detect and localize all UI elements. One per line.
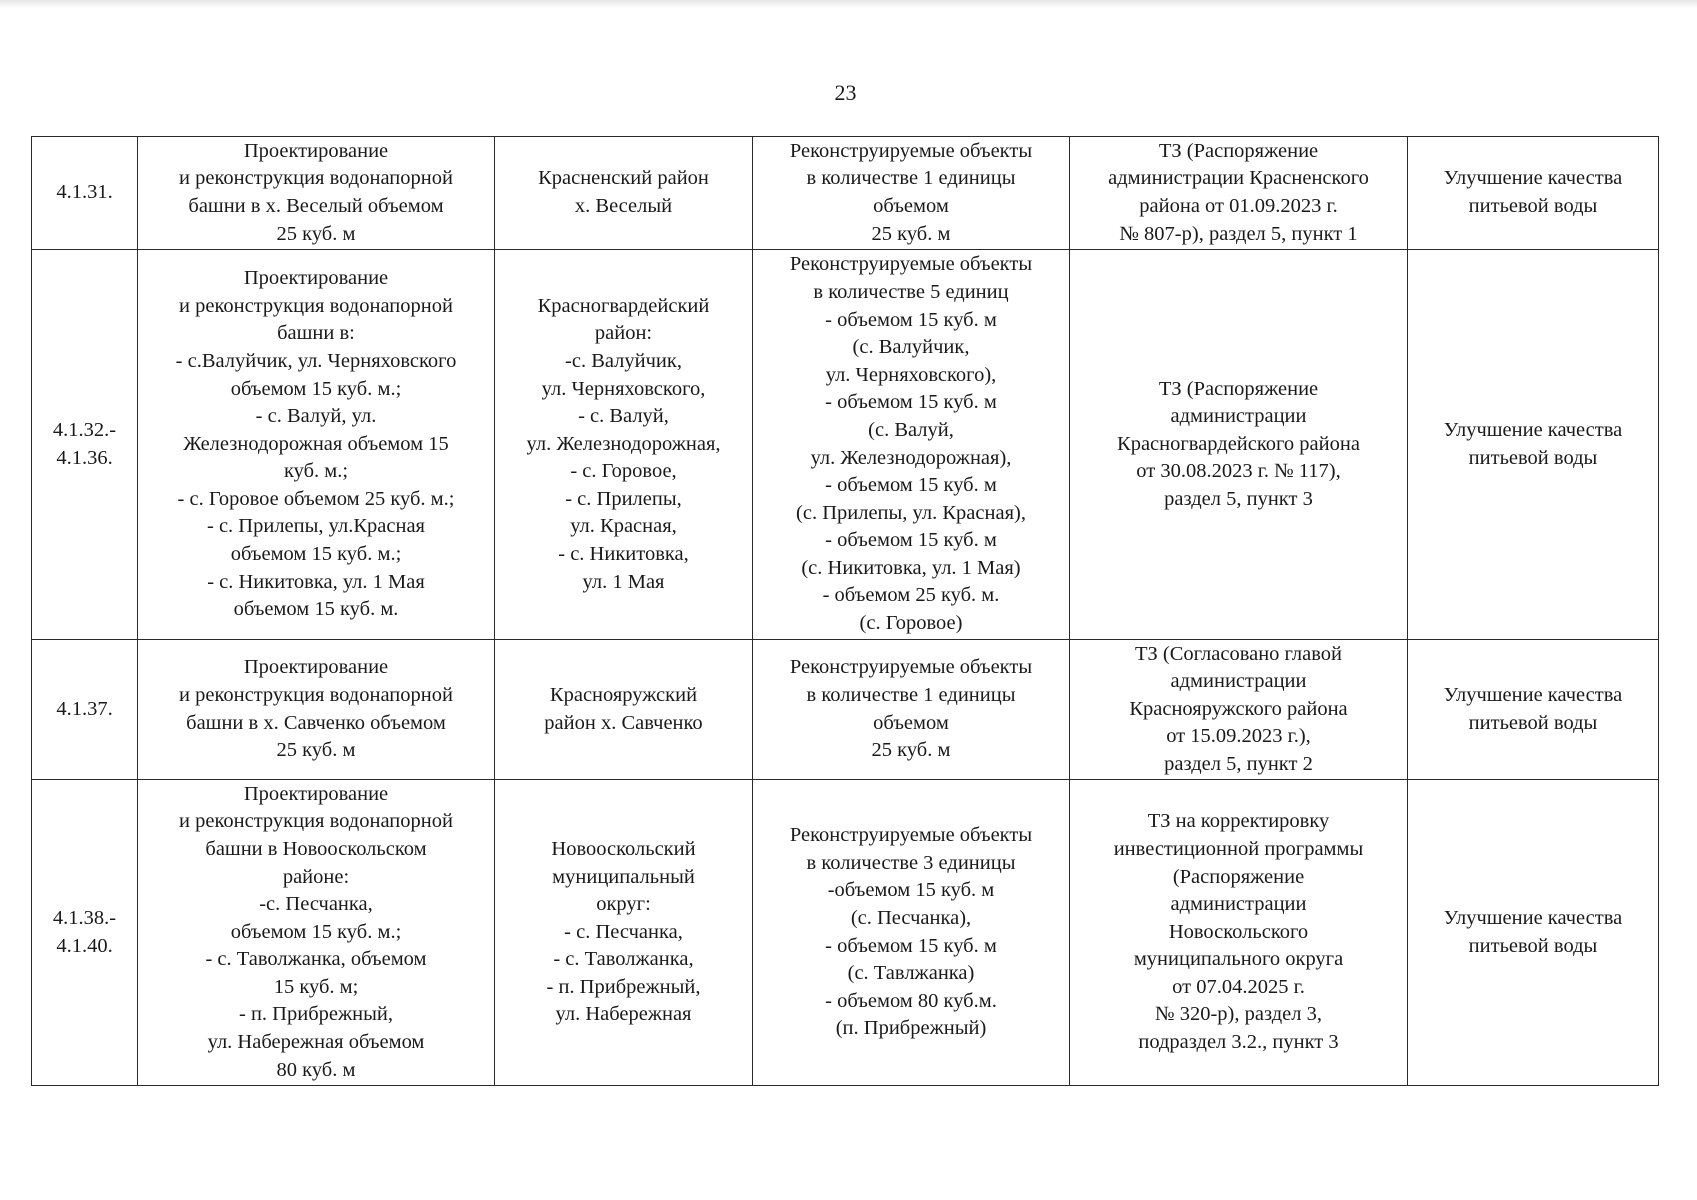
cell-line: района от 01.09.2023 г.	[1139, 195, 1338, 217]
cell-line: 25 куб. м	[871, 739, 951, 762]
cell-line: Улучшение качества	[1443, 167, 1623, 190]
cell-line: Улучшение качества	[1443, 418, 1623, 441]
cell-line: Улучшение качества	[1443, 906, 1623, 929]
cell-line: Проектирование	[243, 139, 389, 162]
cell-line: подраздел 3.2., пункт 3	[1138, 1031, 1339, 1054]
cell-line: ТЗ (Распоряжение	[1158, 139, 1319, 162]
cell-line: 80 куб. м	[276, 1058, 356, 1081]
cell-line: в количестве 1 единицы	[806, 167, 1016, 190]
table-row	[32, 250, 1659, 640]
cell-line: Реконструируемые объекты	[789, 139, 1033, 162]
goal-cell	[1408, 780, 1659, 1086]
cell-line: раздел 5, пункт 3	[1164, 487, 1313, 510]
cell-line: - объемом 15 куб. м	[825, 391, 997, 414]
investment-program-table	[31, 136, 1659, 1086]
cell-line: объемом 15 куб. м.;	[230, 543, 402, 566]
cell-line: администрации	[1170, 405, 1307, 428]
basis-document-cell	[1070, 137, 1408, 250]
cell-line: - с. Песчанка,	[564, 920, 683, 943]
cell-line: Новооскольский	[551, 837, 696, 860]
objects-cell	[753, 250, 1070, 640]
basis-document-cell	[1070, 640, 1408, 780]
item-number-cell	[32, 250, 138, 640]
cell-line: - объемом 15 куб. м	[825, 529, 997, 552]
cell-line: питьевой воды	[1468, 446, 1598, 469]
cell-line: от 30.08.2023 г. № 117),	[1136, 460, 1341, 483]
cell-line: ул. Черняховского),	[825, 363, 997, 386]
cell-line: 15 куб. м;	[273, 975, 359, 998]
cell-line: ул. Черняховского,	[541, 377, 706, 400]
cell-line: - объемом 15 куб. м	[825, 474, 997, 497]
cell-line: 4.1.36.	[56, 446, 113, 469]
basis-document-cell	[1070, 780, 1408, 1086]
cell-line: объемом 15 куб. м.;	[230, 377, 402, 400]
item-number-cell	[32, 780, 138, 1086]
cell-line: ТЗ (Согласовано главой	[1134, 642, 1343, 665]
cell-line: объемом	[873, 195, 949, 217]
item-number-cell	[32, 640, 138, 780]
cell-line: (с. Прилепы, ул. Красная),	[796, 501, 1026, 524]
cell-line: Реконструируемые объекты	[789, 824, 1033, 847]
cell-line: 25 куб. м	[276, 222, 356, 245]
cell-line: и реконструкция водонапорной	[179, 683, 453, 706]
cell-line: - п. Прибрежный,	[239, 1003, 393, 1026]
basis-document-cell	[1070, 250, 1408, 640]
cell-line: ТЗ на корректировку	[1147, 810, 1330, 833]
cell-line: - объемом 15 куб. м	[825, 308, 997, 331]
cell-line: 25 куб. м	[276, 739, 356, 762]
cell-line: (с. Горовое)	[859, 612, 963, 635]
cell-line: раздел 5, пункт 2	[1164, 752, 1313, 775]
cell-line: башни в Новооскольском	[205, 837, 427, 860]
cell-line: башни в х. Савченко объемом	[186, 711, 446, 734]
cell-line: - с. Горовое объемом 25 куб. м.;	[177, 487, 455, 510]
objects-cell	[753, 137, 1070, 250]
cell-line: (с. Валуйчик,	[852, 336, 970, 359]
cell-line: Проектирование	[243, 267, 389, 290]
cell-line: муниципальный	[552, 865, 695, 888]
cell-line: Красногвардейского района	[1117, 432, 1360, 455]
cell-line: Железнодорожная объемом 15	[183, 432, 449, 455]
cell-line: и реконструкция водонапорной	[179, 167, 453, 190]
cell-line: (п. Прибрежный)	[835, 1017, 987, 1040]
goal-cell	[1408, 250, 1659, 640]
work-description-cell	[138, 137, 495, 250]
cell-line: питьевой воды	[1468, 934, 1598, 957]
item-number-cell	[32, 137, 138, 250]
table-row	[32, 640, 1659, 780]
cell-line: Краснояружский	[549, 683, 698, 706]
cell-line: (с. Никитовка, ул. 1 Мая)	[801, 556, 1021, 579]
cell-line: - объемом 25 куб. м.	[822, 584, 1000, 607]
cell-line: Реконструируемые объекты	[789, 253, 1033, 276]
cell-line: (с. Валуй,	[868, 418, 954, 441]
location-cell	[495, 137, 753, 250]
cell-line: -объемом 15 куб. м	[827, 879, 995, 902]
cell-line: (Распоряжение	[1172, 865, 1305, 888]
cell-line: администрации	[1170, 893, 1307, 916]
cell-line: ТЗ (Распоряжение	[1158, 377, 1319, 400]
cell-line: - с. Валуй,	[578, 405, 669, 428]
cell-line: - с. Никитовка, ул. 1 Мая	[207, 570, 425, 593]
cell-line: 4.1.37.	[56, 697, 113, 720]
cell-line: объемом 15 куб. м.	[233, 598, 399, 621]
cell-line: ул. 1 Мая	[582, 570, 665, 593]
objects-cell	[753, 640, 1070, 780]
cell-line: куб. м.;	[283, 460, 349, 483]
location-cell	[495, 640, 753, 780]
cell-line: - объемом 15 куб. м	[825, 934, 997, 957]
work-description-cell	[138, 250, 495, 640]
cell-line: объемом 15 куб. м.;	[230, 920, 402, 943]
cell-line: ул. Железнодорожная),	[810, 446, 1012, 469]
cell-line: Новоскольского	[1168, 920, 1309, 943]
objects-cell	[753, 780, 1070, 1086]
page-number: 23	[834, 80, 857, 105]
cell-line: (с. Тавлжанка)	[847, 962, 975, 985]
cell-line: - с. Таволжанка,	[553, 948, 694, 971]
goal-cell	[1408, 640, 1659, 780]
location-cell	[495, 780, 753, 1086]
cell-line: № 320-р), раздел 3,	[1155, 1003, 1322, 1026]
cell-line: администрации	[1170, 670, 1307, 693]
cell-line: - п. Прибрежный,	[546, 975, 701, 998]
cell-line: х. Веселый	[574, 195, 673, 217]
cell-line: питьевой воды	[1468, 711, 1598, 734]
cell-line: башни в:	[277, 322, 355, 345]
cell-line: - с. Валуй, ул.	[255, 405, 377, 428]
cell-line: от 15.09.2023 г.),	[1166, 725, 1311, 748]
cell-line: - с. Горовое,	[570, 460, 677, 483]
cell-line: Улучшение качества	[1443, 683, 1623, 706]
cell-line: район:	[594, 322, 653, 345]
cell-line: ул. Красная,	[570, 515, 677, 538]
cell-line: Красненский район	[538, 167, 709, 190]
cell-line: округ:	[596, 893, 651, 916]
cell-line: Красногвардейский	[537, 294, 710, 317]
cell-line: Реконструируемые объекты	[789, 656, 1033, 679]
cell-line: 4.1.38.-	[52, 906, 117, 929]
cell-line: объемом	[873, 711, 949, 734]
cell-line: районе:	[282, 865, 350, 888]
cell-line: Проектирование	[243, 782, 389, 805]
cell-line: -с. Валуйчик,	[565, 349, 682, 372]
cell-line: - с. Прилепы,	[565, 487, 682, 510]
table-row	[32, 137, 1659, 250]
cell-line: от 07.04.2025 г.	[1172, 975, 1305, 998]
cell-line: инвестиционной программы	[1113, 837, 1364, 860]
cell-line: Краснояружского района	[1129, 697, 1348, 720]
work-description-cell	[138, 780, 495, 1086]
cell-line: - с. Таволжанка, объемом	[205, 948, 427, 971]
cell-line: (с. Песчанка),	[850, 906, 972, 929]
cell-line: и реконструкция водонапорной	[179, 810, 453, 833]
cell-line: администрации Красненского	[1108, 167, 1369, 190]
cell-line: 25 куб. м	[871, 222, 951, 245]
cell-line: № 807-р), раздел 5, пункт 1	[1119, 222, 1358, 245]
cell-line: питьевой воды	[1468, 195, 1598, 217]
cell-line: в количестве 1 единицы	[806, 683, 1016, 706]
goal-cell	[1408, 137, 1659, 250]
cell-line: 4.1.32.-	[52, 418, 117, 441]
location-cell	[495, 250, 753, 640]
cell-line: - с. Прилепы, ул.Красная	[207, 515, 425, 538]
cell-line: - с. Никитовка,	[558, 543, 689, 566]
cell-line: муниципального округа	[1133, 948, 1344, 971]
cell-line: ул. Набережная объемом	[207, 1031, 425, 1054]
work-description-cell	[138, 640, 495, 780]
cell-line: район х. Савченко	[544, 711, 703, 734]
cell-line: в количестве 3 единицы	[806, 851, 1016, 874]
cell-line: - с.Валуйчик, ул. Черняховского	[175, 349, 457, 372]
scan-top-edge	[0, 0, 1697, 8]
cell-line: в количестве 5 единиц	[813, 280, 1009, 303]
cell-line: и реконструкция водонапорной	[179, 294, 453, 317]
cell-line: -с. Песчанка,	[259, 893, 373, 916]
cell-line: Проектирование	[243, 656, 389, 679]
cell-line: ул. Набережная	[555, 1003, 692, 1026]
cell-line: 4.1.31.	[56, 181, 113, 204]
table-row	[32, 780, 1659, 1086]
cell-line: - объемом 80 куб.м.	[825, 989, 997, 1012]
cell-line: 4.1.40.	[56, 934, 113, 957]
cell-line: башни в х. Веселый объемом	[188, 195, 444, 217]
cell-line: ул. Железнодорожная,	[526, 432, 721, 455]
